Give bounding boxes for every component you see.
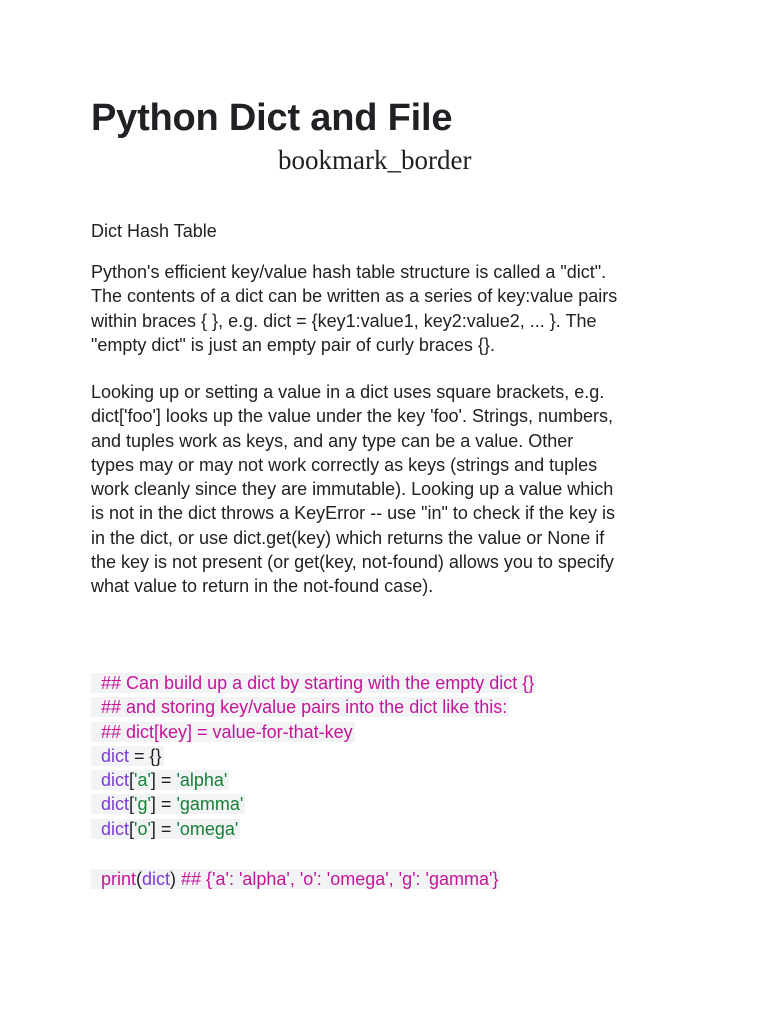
code-comment: ## and storing key/value pairs into the dict like this: bbox=[101, 697, 508, 718]
code-line bbox=[91, 817, 691, 841]
code-block-print bbox=[91, 867, 691, 891]
paragraph-line: is not in the dict throws a KeyError -- use "in" to check if the key is bbox=[91, 503, 615, 524]
code-comment: ## {'a': 'alpha', 'o': 'omega', 'g': 'gamma'} bbox=[176, 869, 499, 889]
code-line bbox=[91, 720, 691, 744]
code-line bbox=[91, 768, 691, 792]
code-bracket: ( bbox=[136, 869, 143, 889]
code-operator: ] = bbox=[150, 818, 177, 839]
paragraph-line: dict['foo'] looks up the value under the key 'foo'. Strings, numbers, bbox=[91, 406, 614, 427]
paragraph-line: Looking up or setting a value in a dict uses square brackets, e.g. bbox=[91, 382, 605, 402]
code-identifier: dict bbox=[101, 770, 130, 791]
code-identifier: dict bbox=[101, 794, 130, 815]
paragraph-line: types may or may not work correctly as keys (strings and tuples bbox=[91, 454, 598, 475]
paragraph-line: within braces { }, e.g. dict = {key1:value1, key2:value2, ... }. The bbox=[91, 310, 597, 331]
paragraph-line: The contents of a dict can be written as a series of key:value pairs bbox=[91, 286, 618, 307]
paragraph-dict-intro bbox=[91, 260, 691, 357]
paragraph-line: in the dict, or use dict.get(key) which returns the value or None if bbox=[91, 527, 605, 548]
code-string: 'alpha' bbox=[176, 770, 228, 791]
code-comment: ## Can build up a dict by starting with the empty dict {} bbox=[101, 673, 535, 693]
code-bracket: ) bbox=[170, 869, 177, 889]
code-comment: ## dict[key] = value-for-that-key bbox=[101, 721, 353, 742]
code-string: 'gamma' bbox=[176, 794, 244, 815]
paragraph-line: Python's efficient key/value hash table structure is called a "dict". bbox=[91, 262, 607, 282]
code-line bbox=[91, 867, 691, 891]
code-function: print bbox=[101, 869, 137, 889]
bookmark-border-icon[interactable]: bookmark_border bbox=[278, 145, 472, 175]
code-string: 'g' bbox=[134, 794, 151, 815]
code-operator: ] = bbox=[150, 770, 177, 791]
code-line bbox=[91, 695, 691, 719]
code-line bbox=[91, 744, 691, 768]
code-operator: = {} bbox=[129, 745, 162, 766]
code-operator: ] = bbox=[150, 794, 177, 815]
paragraph-line: "empty dict" is just an empty pair of curly braces {}. bbox=[91, 334, 495, 355]
code-bracket: [ bbox=[129, 818, 135, 839]
paragraph-dict-lookup bbox=[91, 380, 691, 599]
code-block-dict-build bbox=[91, 671, 691, 841]
code-line bbox=[91, 671, 691, 695]
section-heading: Dict Hash Table bbox=[91, 221, 217, 241]
code-identifier: dict bbox=[101, 745, 130, 766]
paragraph-line: work cleanly since they are immutable). Looking up a value which bbox=[91, 479, 614, 500]
code-string: 'omega' bbox=[176, 818, 239, 839]
code-identifier: dict bbox=[142, 869, 171, 889]
paragraph-line: what value to return in the not-found case). bbox=[91, 576, 434, 597]
code-line bbox=[91, 792, 691, 816]
code-string: 'a' bbox=[134, 770, 151, 791]
paragraph-line: the key is not present (or get(key, not-found) allows you to specify bbox=[91, 552, 614, 573]
paragraph-line: and tuples work as keys, and any type can be a value. Other bbox=[91, 430, 574, 451]
code-bracket: [ bbox=[129, 794, 135, 815]
page-title: Python Dict and File bbox=[91, 97, 453, 139]
code-string: 'o' bbox=[134, 818, 151, 839]
code-bracket: [ bbox=[129, 770, 135, 791]
code-identifier: dict bbox=[101, 818, 130, 839]
